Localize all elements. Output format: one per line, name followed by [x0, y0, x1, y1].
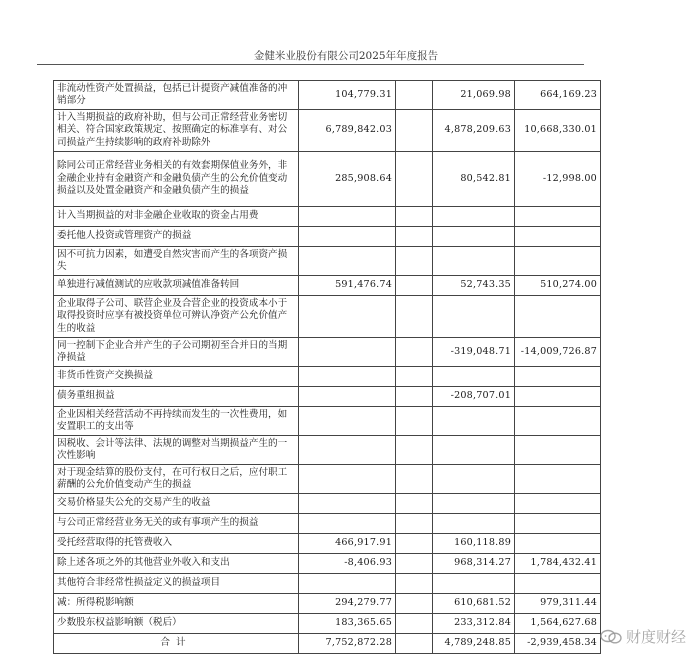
table-row [54, 494, 601, 514]
amount-current-period-cell [299, 407, 396, 436]
amount-prior-year-cell: 21,069.98 [433, 81, 515, 110]
table-row [54, 247, 601, 276]
item-name-cell: 少数股东权益影响额（税后） [54, 614, 299, 634]
amount-two-years-prior-cell [515, 247, 601, 276]
note-cell [396, 574, 433, 594]
amount-two-years-prior-cell [515, 494, 601, 514]
non-recurring-gains-table [53, 80, 601, 654]
table-row [54, 436, 601, 465]
table-row [54, 594, 601, 614]
amount-prior-year-cell [433, 514, 515, 534]
note-cell [396, 465, 433, 494]
table-row [54, 614, 601, 634]
table-row [54, 207, 601, 227]
amount-prior-year-cell: 968,314.27 [433, 554, 515, 574]
amount-current-period-cell [299, 227, 396, 247]
note-cell [396, 594, 433, 614]
table-row [54, 276, 601, 296]
amount-prior-year-cell: 4,878,209.63 [433, 110, 515, 152]
amount-prior-year-cell: 4,789,248.85 [433, 634, 515, 654]
note-cell [396, 534, 433, 554]
amount-two-years-prior-cell: 1,564,627.68 [515, 614, 601, 634]
amount-two-years-prior-cell: 664,169.23 [515, 81, 601, 110]
table-row [54, 574, 601, 594]
item-name-cell: 对于现金结算的股份支付，在可行权日之后，应付职工薪酬的公允价值变动产生的损益 [54, 465, 299, 494]
amount-two-years-prior-cell: -14,009,726.87 [515, 338, 601, 367]
note-cell [396, 614, 433, 634]
table-row [54, 367, 601, 387]
amount-current-period-cell: 104,779.31 [299, 81, 396, 110]
note-cell [396, 110, 433, 152]
item-name-cell: 同一控制下企业合并产生的子公司期初至合并日的当期净损益 [54, 338, 299, 367]
amount-prior-year-cell: 80,542.81 [433, 152, 515, 207]
item-name-cell: 因不可抗力因素，如遭受自然灾害而产生的各项资产损失 [54, 247, 299, 276]
amount-prior-year-cell: 233,312.84 [433, 614, 515, 634]
table-row [54, 338, 601, 367]
amount-prior-year-cell: -319,048.71 [433, 338, 515, 367]
item-name-cell: 受托经营取得的托管费收入 [54, 534, 299, 554]
amount-two-years-prior-cell [515, 436, 601, 465]
amount-two-years-prior-cell [515, 296, 601, 338]
item-name-cell: 企业取得子公司、联营企业及合营企业的投资成本小于取得投资时应享有被投资单位可辨认净资产公允价值产生的收益 [54, 296, 299, 338]
amount-two-years-prior-cell [515, 387, 601, 407]
amount-two-years-prior-cell [515, 407, 601, 436]
amount-two-years-prior-cell [515, 534, 601, 554]
amount-two-years-prior-cell [515, 367, 601, 387]
amount-prior-year-cell: 52,743.35 [433, 276, 515, 296]
amount-prior-year-cell [433, 247, 515, 276]
amount-current-period-cell [299, 207, 396, 227]
amount-prior-year-cell [433, 436, 515, 465]
item-name-cell: 计入当期损益的政府补助，但与公司正常经营业务密切相关、符合国家政策规定、按照确定的标准享有、对公司损益产生持续影响的政府补助除外 [54, 110, 299, 152]
amount-prior-year-cell: -208,707.01 [433, 387, 515, 407]
note-cell [396, 494, 433, 514]
item-name-cell: 委托他人投资或管理资产的损益 [54, 227, 299, 247]
amount-current-period-cell: -8,406.93 [299, 554, 396, 574]
table-row [54, 387, 601, 407]
table-row [54, 152, 601, 207]
table-row [54, 554, 601, 574]
amount-current-period-cell [299, 494, 396, 514]
watermark-text: 财度财经 [625, 628, 686, 646]
amount-two-years-prior-cell: -2,939,458.34 [515, 634, 601, 654]
note-cell [396, 296, 433, 338]
table-row [54, 227, 601, 247]
amount-two-years-prior-cell: 1,784,432.41 [515, 554, 601, 574]
header-divider [37, 64, 584, 65]
amount-two-years-prior-cell: 510,274.00 [515, 276, 601, 296]
table-row [54, 465, 601, 494]
table-row [54, 634, 601, 654]
amount-prior-year-cell [433, 574, 515, 594]
amount-two-years-prior-cell [515, 207, 601, 227]
table-row [54, 514, 601, 534]
amount-two-years-prior-cell [515, 514, 601, 534]
item-name-cell: 除上述各项之外的其他营业外收入和支出 [54, 554, 299, 574]
amount-prior-year-cell [433, 407, 515, 436]
note-cell [396, 514, 433, 534]
table-row [54, 110, 601, 152]
amount-two-years-prior-cell [515, 227, 601, 247]
table-row [54, 81, 601, 110]
item-name-cell: 因税收、会计等法律、法规的调整对当期损益产生的一次性影响 [54, 436, 299, 465]
amount-current-period-cell: 591,476.74 [299, 276, 396, 296]
amount-current-period-cell: 294,279.77 [299, 594, 396, 614]
item-name-cell: 单独进行减值测试的应收款项减值准备转回 [54, 276, 299, 296]
amount-prior-year-cell [433, 296, 515, 338]
chat-bubble-icon [600, 629, 622, 645]
watermark [600, 626, 686, 647]
amount-current-period-cell [299, 338, 396, 367]
item-name-cell: 除同公司正常经营业务相关的有效套期保值业务外，非金融企业持有金融资产和金融负债产生的公允价值变动损益以及处置金融资产和金融负债产生的损益 [54, 152, 299, 207]
amount-prior-year-cell [433, 227, 515, 247]
amount-current-period-cell [299, 574, 396, 594]
item-name-cell: 其他符合非经常性损益定义的损益项目 [54, 574, 299, 594]
report-header-title: 金健米业股份有限公司2025年年度报告 [253, 50, 439, 62]
amount-two-years-prior-cell: 979,311.44 [515, 594, 601, 614]
amount-current-period-cell [299, 367, 396, 387]
amount-current-period-cell [299, 247, 396, 276]
table-row [54, 534, 601, 554]
amount-current-period-cell: 6,789,842.03 [299, 110, 396, 152]
item-name-cell: 债务重组损益 [54, 387, 299, 407]
note-cell [396, 387, 433, 407]
amount-prior-year-cell [433, 207, 515, 227]
amount-two-years-prior-cell [515, 465, 601, 494]
item-name-cell: 减：所得税影响额 [54, 594, 299, 614]
table-row [54, 407, 601, 436]
amount-prior-year-cell [433, 465, 515, 494]
amount-prior-year-cell: 160,118.89 [433, 534, 515, 554]
amount-current-period-cell [299, 387, 396, 407]
amount-current-period-cell [299, 296, 396, 338]
note-cell [396, 634, 433, 654]
item-name-cell: 非货币性资产交换损益 [54, 367, 299, 387]
amount-two-years-prior-cell: -12,998.00 [515, 152, 601, 207]
item-name-cell: 计入当期损益的对非金融企业收取的资金占用费 [54, 207, 299, 227]
amount-current-period-cell: 183,365.65 [299, 614, 396, 634]
note-cell [396, 152, 433, 207]
note-cell [396, 247, 433, 276]
amount-prior-year-cell [433, 367, 515, 387]
item-name-cell: 与公司正常经营业务无关的或有事项产生的损益 [54, 514, 299, 534]
amount-current-period-cell [299, 514, 396, 534]
item-name-cell: 交易价格显失公允的交易产生的收益 [54, 494, 299, 514]
note-cell [396, 436, 433, 465]
note-cell [396, 407, 433, 436]
amount-current-period-cell [299, 465, 396, 494]
note-cell [396, 367, 433, 387]
amount-current-period-cell [299, 436, 396, 465]
note-cell [396, 81, 433, 110]
amount-prior-year-cell: 610,681.52 [433, 594, 515, 614]
note-cell [396, 276, 433, 296]
amount-current-period-cell: 7,752,872.28 [299, 634, 396, 654]
item-name-cell: 合计 [54, 634, 299, 654]
note-cell [396, 207, 433, 227]
amount-prior-year-cell [433, 494, 515, 514]
note-cell [396, 338, 433, 367]
note-cell [396, 554, 433, 574]
amount-two-years-prior-cell [515, 574, 601, 594]
item-name-cell: 非流动性资产处置损益，包括已计提资产减值准备的冲销部分 [54, 81, 299, 110]
item-name-cell: 企业因相关经营活动不再持续而发生的一次性费用，如安置职工的支出等 [54, 407, 299, 436]
table-row [54, 296, 601, 338]
amount-current-period-cell: 466,917.91 [299, 534, 396, 554]
note-cell [396, 227, 433, 247]
amount-current-period-cell: 285,908.64 [299, 152, 396, 207]
amount-two-years-prior-cell: 10,668,330.01 [515, 110, 601, 152]
